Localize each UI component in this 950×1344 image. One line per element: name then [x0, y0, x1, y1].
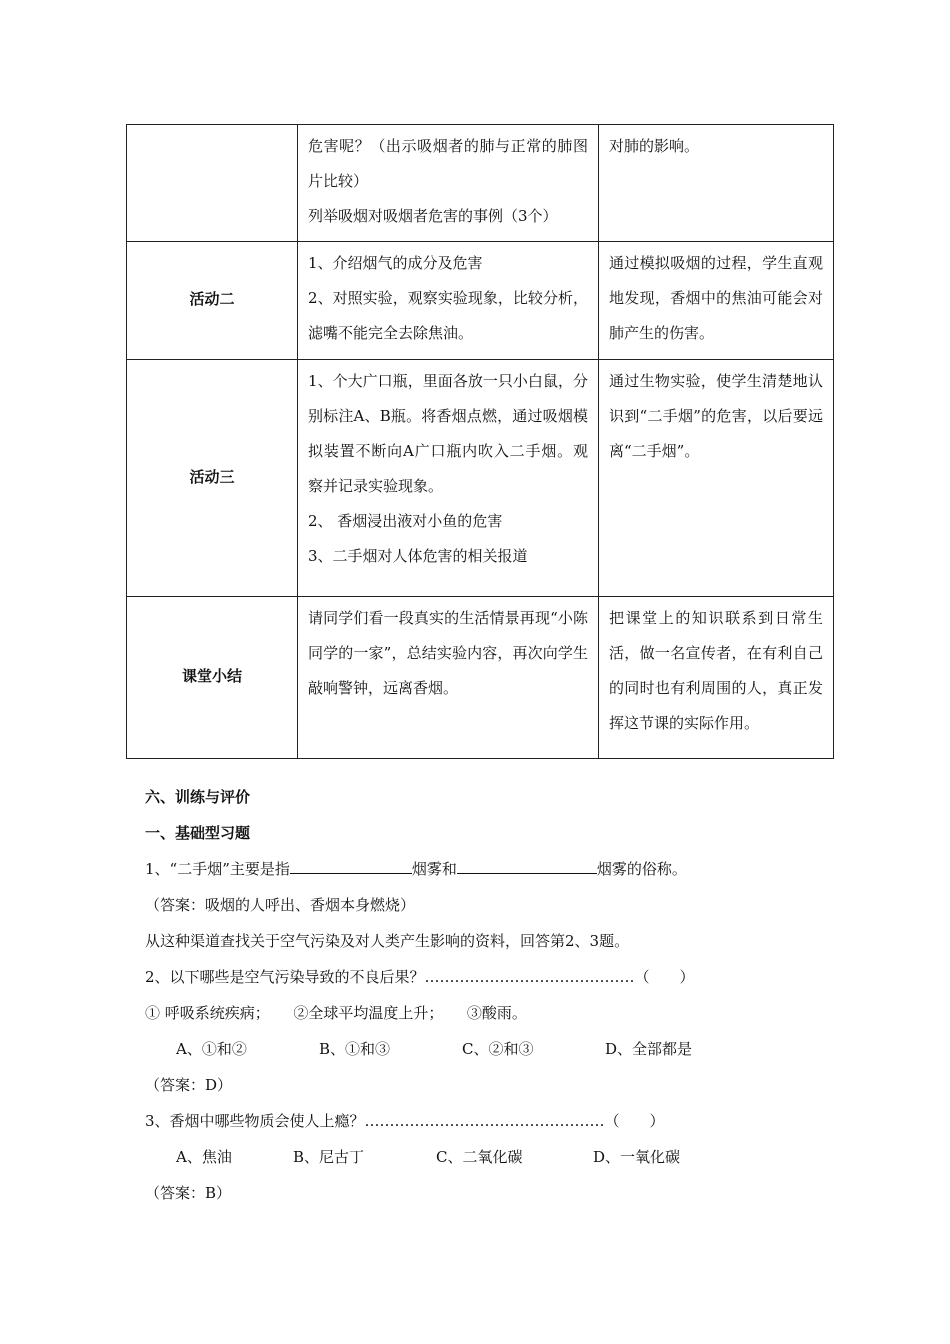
content-line: 2、 香烟浸出液对小鱼的危害 [308, 512, 503, 530]
option-b[interactable]: B、尼古丁 [293, 1148, 365, 1166]
question-2-items [145, 1002, 527, 1023]
option-a[interactable]: A、①和② [176, 1040, 247, 1058]
table-row [127, 597, 834, 759]
content-line: 1、个大广口瓶，里面各放一只小白鼠，分别标注A、B瓶。将香烟点燃，通过吸烟模拟装置不断向A广口瓶内吹入二手烟。观察并记录实验现象。 [308, 372, 588, 495]
row-label: 课堂小结 [127, 597, 298, 759]
row-purpose: 对肺的影响。 [599, 125, 834, 242]
lesson-plan-table [126, 124, 834, 759]
content-line: 3、二手烟对人体危害的相关报道 [308, 547, 528, 565]
answer-blank[interactable] [290, 859, 412, 874]
content-line: 列举吸烟对吸烟者危害的事例（3个） [308, 207, 558, 225]
q2-item: ① 呼吸系统疾病； [145, 1004, 270, 1022]
row-purpose: 通过模拟吸烟的过程，学生直观地发现，香烟中的焦油可能会对肺产生的伤害。 [599, 242, 834, 360]
row-purpose: 把课堂上的知识联系到日常生活，做一名宣传者，在有利自己的同时也有利周围的人，真正发挥这节课的实际作用。 [599, 597, 834, 759]
question-3-options [176, 1146, 680, 1167]
subsection-title: 一、基础型习题 [145, 824, 251, 842]
option-b[interactable]: B、①和③ [319, 1040, 391, 1058]
row-content [298, 125, 599, 242]
q2-answer: （答案：D） [145, 1076, 233, 1094]
q1-suffix: 烟雾的俗称。 [596, 860, 687, 878]
row-content [298, 360, 599, 597]
table-row [127, 242, 834, 360]
option-c[interactable]: C、②和③ [462, 1040, 534, 1058]
option-d[interactable]: D、一氧化碳 [593, 1148, 681, 1166]
option-c[interactable]: C、二氧化碳 [436, 1148, 523, 1166]
row-label: 活动三 [127, 360, 298, 597]
question-3-stem: 3、香烟中哪些物质会使人上瘾？…………………………………………（ ） [145, 1112, 665, 1130]
row-purpose: 通过生物实验，使学生清楚地认识到“二手烟”的危害，以后要远离“二手烟”。 [599, 360, 834, 597]
content-line: 危害呢？（出示吸烟者的肺与正常的肺图片比较） [308, 137, 588, 190]
row-label: 活动二 [127, 242, 298, 360]
section-title: 六、训练与评价 [145, 788, 251, 806]
row-label [127, 125, 298, 242]
question-2-options [176, 1038, 692, 1059]
q1-prefix: 1、“二手烟”主要是指 [145, 860, 290, 878]
q2-item: ②全球平均温度上升； [293, 1004, 444, 1022]
option-a[interactable]: A、焦油 [176, 1148, 232, 1166]
table-row [127, 125, 834, 242]
content-line: 2、对照实验，观察实验现象，比较分析，滤嘴不能完全去除焦油。 [308, 289, 588, 342]
question-1 [145, 858, 687, 879]
q1-answer: （答案：吸烟的人呼出、香烟本身燃烧） [145, 896, 416, 914]
intro-text: 从这种渠道查找关于空气污染及对人类产生影响的资料，回答第2、3题。 [145, 932, 630, 950]
option-d[interactable]: D、全部都是 [605, 1040, 693, 1058]
table-row [127, 360, 834, 597]
content-line: 1、介绍烟气的成分及危害 [308, 254, 483, 272]
question-2-stem: 2、以下哪些是空气污染导致的不良后果？……………………………………（ ） [145, 968, 695, 986]
q3-answer: （答案：B） [145, 1184, 232, 1202]
q2-item: ③酸雨。 [466, 1004, 527, 1022]
answer-blank[interactable] [457, 859, 597, 874]
q1-middle: 烟雾和 [411, 860, 457, 878]
row-content [298, 242, 599, 360]
row-content: 请同学们看一段真实的生活情景再现“小陈同学的一家”，总结实验内容，再次向学生敲响警钟，远离香烟。 [298, 597, 599, 759]
